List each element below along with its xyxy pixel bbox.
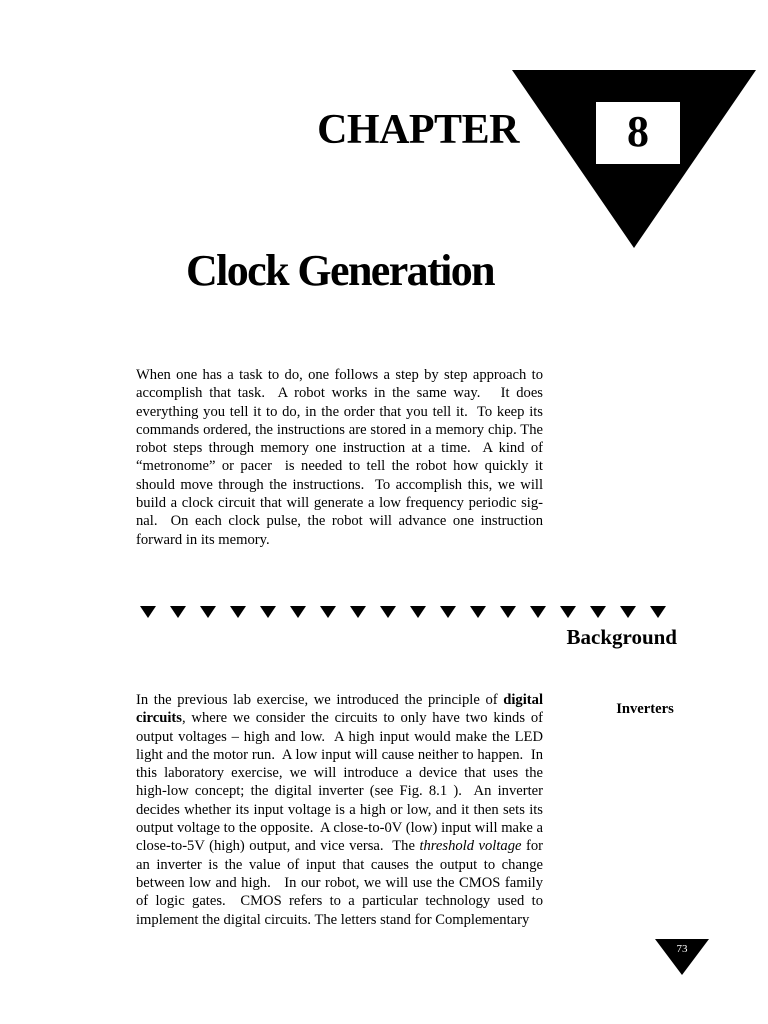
inverters-bold-term: digital circuits: [136, 692, 543, 727]
intro-paragraph: When one has a task to do, one follows a step by step approach to accomplish that task. A robot works in the same way. It does everything you tell it to do, in the order that you tell it. To keep its commands ordered, the instructions are stored in a memory chip. The robot steps through memory one instruction at a time. A kind of “metronome” or pacer is needed to tell the robot how quickly it should move through the instructions. To accomplish this, we will build a clock circuit that will generate a low frequency periodic signal. On each clock pulse, the robot will advance one instruction forward in its memory.: [136, 367, 543, 548]
chapter-number: 8: [596, 102, 680, 164]
chapter-label: CHAPTER: [317, 107, 519, 153]
divider-triangle-icon: [620, 606, 636, 618]
chapter-title: Clock Generation: [185, 246, 495, 295]
divider-triangle-icon: [500, 606, 516, 618]
inverters-text-part: , where we consider the circuits to only have two kinds of output voltages – high and low. A high input would make the LED light and the motor run. A low input will cause neither to happen. In this laboratory exercise, we will introduce a device that uses the high-low concept; the digital inverter (see Fig. 8.1 ). An inverter decides whether its input voltage is a high or low, and it then sets its output voltage to the opposite. A close-to-0V (low) input will make a close-to-5V (high) output, and vice versa. The: [136, 710, 543, 855]
divider-triangle-icon: [380, 606, 396, 618]
inverters-side-heading: Inverters: [616, 701, 674, 717]
divider-triangle-icon: [230, 606, 246, 618]
divider-triangle-icon: [350, 606, 366, 618]
divider-triangle-icon: [650, 606, 666, 618]
inverters-text-part: for an inverter is the value of input that causes the output to change between low and high. In our robot, we will use the CMOS family of logic gates. CMOS refers to a particular technology used to implement the digital circuits. The letters stand for Complementary: [136, 838, 543, 928]
inverters-paragraph: [136, 691, 543, 929]
divider-triangle-icon: [410, 606, 426, 618]
divider-triangle-icon: [530, 606, 546, 618]
inverters-text-part: In the previous lab exercise, we introduced the principle of: [136, 692, 504, 708]
divider-triangle-icon: [260, 606, 276, 618]
section-heading: Background: [566, 625, 677, 649]
divider-triangle-icon: [170, 606, 186, 618]
inverters-italic-term: threshold voltage: [419, 838, 522, 855]
divider-triangle-icon: [320, 606, 336, 618]
divider-triangle-icon: [140, 606, 156, 618]
divider-triangle-icon: [200, 606, 216, 618]
divider-triangle-icon: [290, 606, 306, 618]
page-number: 73: [676, 943, 688, 955]
divider-triangle-icon: [590, 606, 606, 618]
section-divider: [136, 604, 670, 624]
divider-triangle-icon: [560, 606, 576, 618]
divider-triangle-icon: [470, 606, 486, 618]
divider-triangle-icon: [440, 606, 456, 618]
